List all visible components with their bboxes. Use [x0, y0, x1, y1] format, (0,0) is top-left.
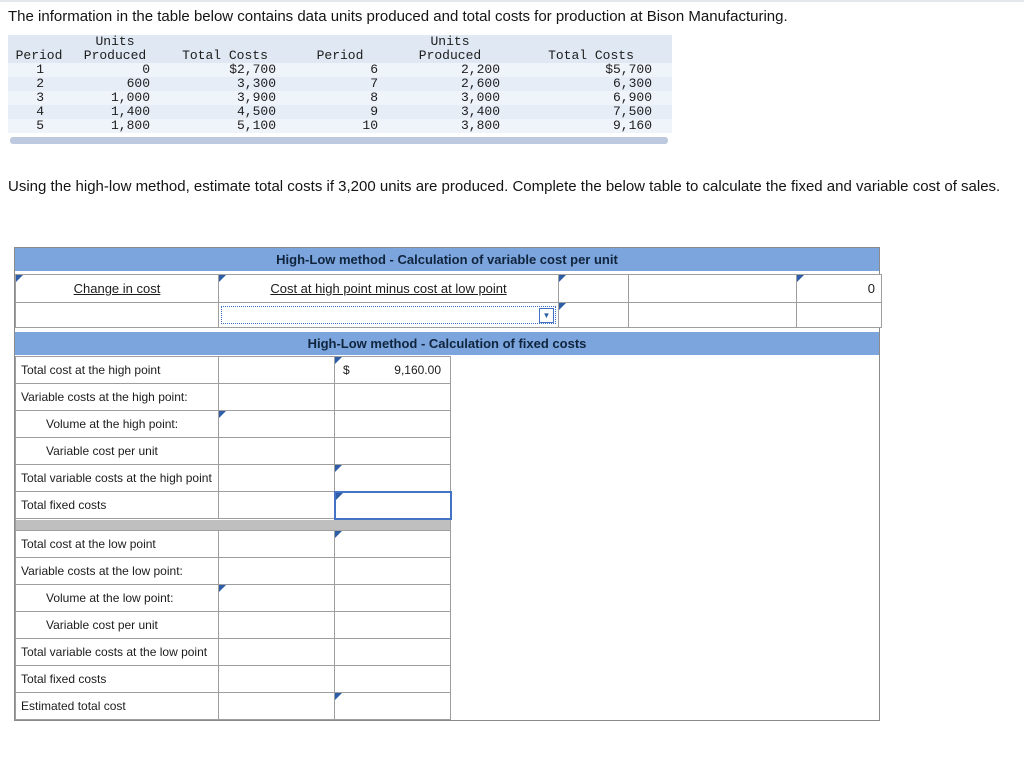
empty-cell — [219, 639, 335, 666]
cell: 0 — [142, 62, 150, 77]
input-marker-icon — [559, 303, 566, 310]
row-label: Variable costs at the high point: — [16, 384, 219, 411]
low-point-cost-input-cell[interactable] — [335, 531, 451, 558]
variable-cost-grid — [15, 274, 882, 328]
change-in-cost-label: Change in cost — [73, 281, 161, 296]
cell: 3,000 — [460, 90, 500, 105]
fixed-cost-row — [16, 612, 451, 639]
header-cell: Period — [316, 48, 364, 63]
row-label: Total fixed costs — [16, 492, 219, 519]
variable-cost-row-2 — [16, 303, 882, 328]
input-marker-icon — [335, 357, 342, 364]
fixed-cost-row — [16, 693, 451, 720]
change-in-cost-cell[interactable] — [16, 275, 219, 303]
cell: $2,700 — [229, 62, 276, 77]
cell: 9 — [370, 104, 378, 119]
high-point-volume-input-cell[interactable] — [219, 411, 335, 438]
header-cell: Units — [95, 34, 135, 49]
header-cell: Total Costs — [182, 48, 268, 63]
cell: 7,500 — [612, 104, 652, 119]
low-point-fixed-costs-result-cell — [335, 666, 451, 693]
production-data-table — [8, 35, 672, 144]
input-marker-icon — [219, 411, 226, 418]
empty-cell — [219, 465, 335, 492]
denominator-input-cell[interactable] — [559, 303, 629, 328]
row-label: Total cost at the low point — [16, 531, 219, 558]
cell: 3,400 — [460, 104, 500, 119]
high-point-cost-value: 9,160.00 — [394, 363, 441, 377]
variable-cost-section-header: High-Low method - Calculation of variable cost per unit — [15, 248, 879, 271]
empty-cell — [335, 384, 451, 411]
cell: 10 — [362, 118, 378, 133]
highlight-result-cell — [629, 275, 797, 303]
fixed-cost-row — [16, 585, 451, 612]
header-cell — [8, 35, 70, 49]
fixed-cost-row — [16, 384, 451, 411]
table-row — [8, 63, 672, 77]
cost-formula-cell[interactable] — [219, 275, 559, 303]
cell: 5,100 — [236, 118, 276, 133]
fixed-cost-row — [16, 558, 451, 585]
empty-cell — [335, 438, 451, 465]
table-row — [8, 91, 672, 105]
high-point-variable-costs-input-cell[interactable] — [335, 465, 451, 492]
input-marker-icon — [797, 275, 804, 282]
fixed-cost-row — [16, 666, 451, 693]
empty-cell — [335, 639, 451, 666]
zero-result-cell — [797, 275, 882, 303]
fixed-cost-row — [16, 411, 451, 438]
cell: 4,500 — [236, 104, 276, 119]
empty-cell — [219, 384, 335, 411]
header-row-top — [8, 35, 672, 49]
empty-cell — [219, 666, 335, 693]
table-bottom-bar — [10, 137, 668, 144]
table-row — [8, 119, 672, 133]
row-label: Variable costs at the low point: — [16, 558, 219, 585]
cell: 6,900 — [612, 90, 652, 105]
row-label: Total variable costs at the low point — [16, 639, 219, 666]
zero-result-value: 0 — [867, 281, 875, 296]
instruction-text: Using the high-low method, estimate total costs if 3,200 units are produced. Complete the below table to calculate the fixed and variable cost of sales. — [8, 178, 1001, 195]
empty-cell — [335, 558, 451, 585]
header-cell: Produced — [418, 48, 482, 63]
cost-formula-label: Cost at high point minus cost at low point — [270, 281, 507, 296]
empty-cell — [219, 612, 335, 639]
cell: 5 — [36, 118, 44, 133]
row-label: Total fixed costs — [16, 666, 219, 693]
header-cell — [160, 35, 290, 49]
empty-cell — [219, 438, 335, 465]
estimated-total-cost-input-cell[interactable] — [335, 693, 451, 720]
empty-value-cell — [559, 275, 629, 303]
cell: 3 — [36, 90, 44, 105]
empty-cell — [335, 612, 451, 639]
row-label: Total variable costs at the high point — [16, 465, 219, 492]
cell: 3,900 — [236, 90, 276, 105]
cell: 2 — [36, 76, 44, 91]
empty-cell — [219, 357, 335, 384]
cell: 8 — [370, 90, 378, 105]
row-label: Variable cost per unit — [16, 438, 219, 465]
header-cell: Produced — [83, 48, 147, 63]
low-point-volume-input-cell[interactable] — [219, 585, 335, 612]
cell: 3,300 — [236, 76, 276, 91]
input-marker-icon — [219, 275, 226, 282]
fixed-cost-row — [16, 465, 451, 492]
fixed-cost-row — [16, 357, 451, 384]
empty-cell — [335, 585, 451, 612]
header-cell: Units — [430, 34, 470, 49]
cell: 6,300 — [612, 76, 652, 91]
empty-cell — [219, 531, 335, 558]
cell: 4 — [36, 104, 44, 119]
fixed-cost-grid — [15, 356, 452, 720]
fixed-cost-row — [16, 531, 451, 558]
cell: 1,000 — [110, 90, 150, 105]
cell: 2,200 — [460, 62, 500, 77]
fixed-cost-section-header: High-Low method - Calculation of fixed costs — [15, 332, 879, 355]
empty-cell — [219, 558, 335, 585]
table-row — [8, 105, 672, 119]
cell: 1,400 — [110, 104, 150, 119]
input-marker-icon — [16, 275, 23, 282]
row-label: Volume at the high point: — [16, 411, 219, 438]
empty-cell — [219, 492, 335, 519]
input-marker-icon — [335, 693, 342, 700]
empty-cell — [629, 303, 797, 328]
production-table-header — [8, 35, 672, 63]
input-marker-icon — [335, 465, 342, 472]
high-point-cost-input-cell[interactable] — [335, 357, 451, 384]
dropdown-field[interactable] — [221, 306, 556, 324]
row-label: Total cost at the high point — [16, 357, 219, 384]
cell: 600 — [126, 76, 150, 91]
header-cell — [290, 35, 390, 49]
row-label: Volume at the low point: — [16, 585, 219, 612]
currency-symbol: $ — [343, 363, 350, 377]
header-row-bottom — [8, 49, 672, 63]
change-in-cost-value-cell — [16, 303, 219, 328]
row-label: Variable cost per unit — [16, 612, 219, 639]
header-cell — [510, 35, 672, 49]
empty-cell — [797, 303, 882, 328]
cell: 6 — [370, 62, 378, 77]
empty-cell — [335, 411, 451, 438]
cell: 2,600 — [460, 76, 500, 91]
empty-cell — [219, 693, 335, 720]
row-label: Estimated total cost — [16, 693, 219, 720]
high-point-fixed-costs-result-cell — [335, 492, 451, 519]
header-cell: Total Costs — [548, 48, 634, 63]
dropdown-arrow-icon[interactable]: ▼ — [539, 308, 554, 323]
cell: 1,800 — [110, 118, 150, 133]
input-marker-icon — [335, 531, 342, 538]
high-low-worksheet — [14, 247, 880, 721]
cell: 9,160 — [612, 118, 652, 133]
input-marker-icon — [219, 585, 226, 592]
variable-cost-row-1 — [16, 275, 882, 303]
table-row — [8, 77, 672, 91]
input-marker-icon — [336, 493, 343, 500]
fixed-cost-row — [16, 438, 451, 465]
separator-row — [16, 519, 451, 531]
fixed-cost-row — [16, 492, 451, 519]
cell: 3,800 — [460, 118, 500, 133]
separator-band — [16, 519, 451, 531]
cell: 1 — [36, 62, 44, 77]
cell: 7 — [370, 76, 378, 91]
cell: $5,700 — [605, 62, 652, 77]
volume-formula-select-cell[interactable] — [219, 303, 559, 328]
intro-text: The information in the table below contains data units produced and total costs for production at Bison Manufacturing. — [8, 8, 788, 25]
fixed-cost-row — [16, 639, 451, 666]
header-cell: Period — [15, 48, 63, 63]
input-marker-icon — [559, 275, 566, 282]
